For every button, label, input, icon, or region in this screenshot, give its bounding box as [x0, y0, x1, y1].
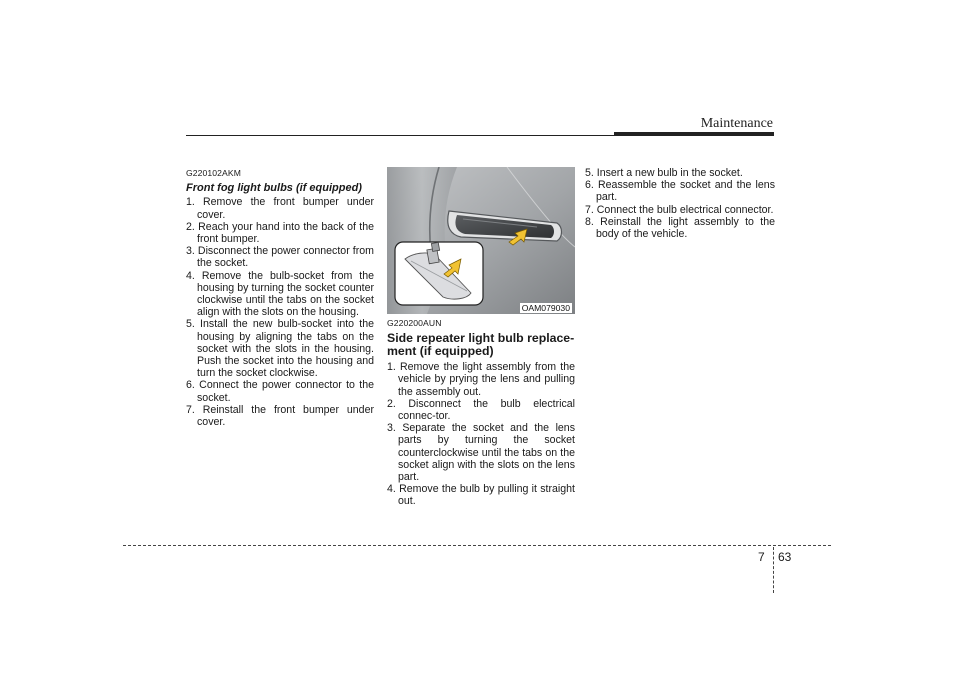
section-title: Side repeater light bulb replace-ment (if equipped): [387, 331, 575, 359]
footer-rule: [123, 545, 831, 546]
side-steps-list: [387, 361, 575, 507]
section-title: Front fog light bulbs (if equipped): [186, 182, 362, 195]
page-number: 63: [778, 550, 792, 564]
side-steps-list-continued: [585, 167, 775, 240]
list-item: 1. Remove the front bumper under cover.: [186, 196, 374, 221]
fog-light-section: [186, 167, 374, 428]
list-item: 6. Reassemble the socket and the lens part.: [585, 179, 775, 204]
figure-code: OAM079030: [521, 303, 570, 313]
list-item: 8. Reinstall the light assembly to the body of the vehicle.: [585, 215, 775, 241]
side-repeater-section: [387, 317, 575, 508]
header-rule-accent: [614, 132, 774, 136]
list-item: 2. Reach your hand into the back of the front bumper.: [186, 220, 374, 246]
list-item: 1. Remove the light assembly from the vehicle by prying the lens and pulling the assembly out.: [387, 361, 575, 398]
section-code: G220200AUN: [387, 318, 442, 328]
chapter-number: 7: [758, 550, 765, 564]
page-number-divider: [773, 547, 774, 593]
side-repeater-section-continued: [585, 167, 775, 240]
list-item: 4. Remove the bulb by pulling it straight out.: [387, 483, 575, 508]
list-item: 5. Insert a new bulb in the socket.: [585, 167, 743, 179]
list-item: 3. Separate the socket and the lens parts by turning the socket counterclockwise until the tabs on the socket align with the slots on the lens part.: [387, 422, 575, 484]
list-item: 2. Disconnect the bulb electrical connec-tor.: [387, 397, 575, 423]
side-repeater-illustration: [387, 167, 575, 314]
list-item: 4. Remove the bulb-socket from the housing by turning the socket counter clockwise until the tabs on the socket align with the slots on the housing.: [186, 269, 374, 319]
list-item: 5. Install the new bulb-socket into the housing by aligning the tabs on the socket with the slots in the housing. Push the socket into the housing and turn the socket clockwise.: [186, 318, 374, 380]
section-code: G220102AKM: [186, 168, 241, 178]
list-item: 6. Connect the power connector to the socket.: [186, 379, 374, 404]
list-item: 3. Disconnect the power connector from the socket.: [186, 245, 374, 270]
fog-steps-list: [186, 196, 374, 428]
list-item: 7. Reinstall the front bumper under cover.: [186, 403, 374, 429]
side-repeater-figure: [387, 167, 575, 314]
page-header-title: Maintenance: [700, 116, 773, 131]
list-item: 7. Connect the bulb electrical connector.: [585, 203, 774, 216]
